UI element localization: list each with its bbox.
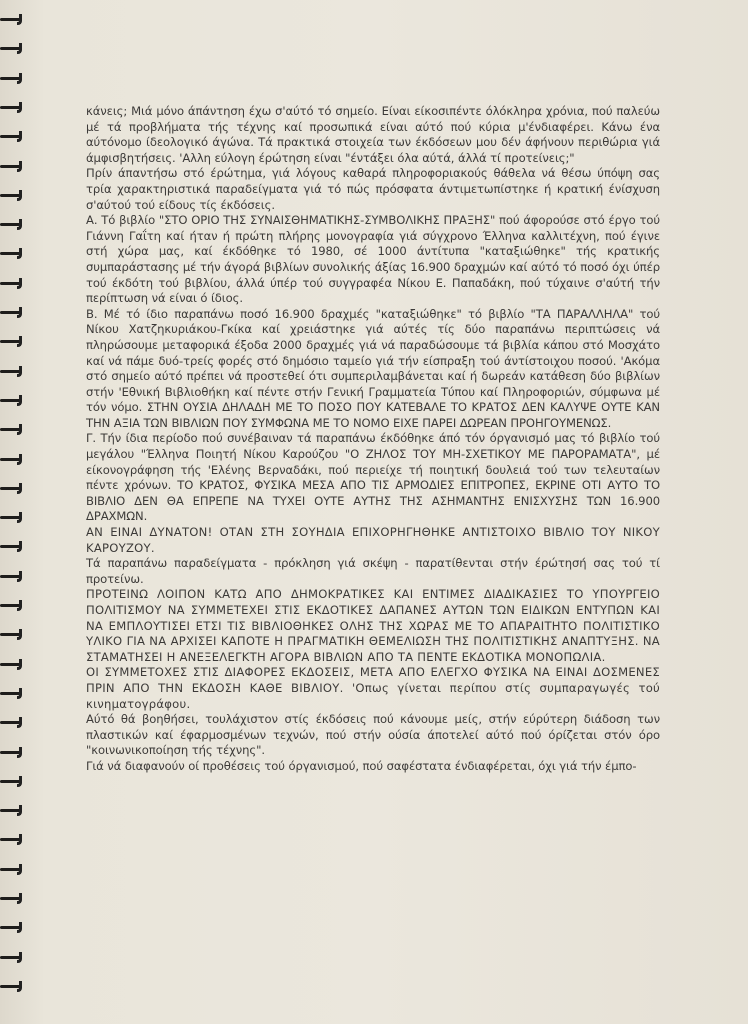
paragraph-4: Β. Μέ τό ίδιο παραπάνω ποσό 16.900 δραχμές "καταξιώθηκε" τό βιβλίο "ΤΑ ΠΑΡΑΛΛΗΛΑ" τού Νίκου Χατζηκυριάκου-Γκίκα καί χρειάστηκε γιά αύτές τίς δύο παραπάνω περιπτώσεις νά πληρώσουμε μεταφορικά έξοδα 2000 δραχμές γιά νά παραδώσουμε τά βιβλία κάπου στό Μοσχάτο καί νά πάμε δυό-τρείς φορές στό δημόσιο ταμείο γιά τήν είσπραξη τού άντίστοιχου ποσού. 'Ακόμα στό σημείο αύτό πρέπει νά προστεθεί ότι συμπεριλαμβάνεται καί ή δωρεάν κατάθεση δύο βιβλίων στήν 'Εθνική Βιβλιοθήκη καί πέντε στήν Γενική Γραμματεία Τύπου καί Πληροφοριών, σύμφωνα μέ τόν νόμο. ΣΤΗΝ ΟΥΣΙΑ ΔΗΛΑΔΗ ΜΕ ΤΟ ΠΟΣΟ ΠΟΥ ΚΑΤΕΒΑΛΕ ΤΟ ΚΡΑΤΟΣ ΔΕΝ ΚΑΛΥΨΕ ΟΥΤΕ ΚΑΝ ΤΗΝ ΑΞΙΑ ΤΩΝ ΒΙΒΛΙΩΝ ΠΟΥ ΣΥΜΦΩΝΑ ΜΕ ΤΟ ΝΟΜΟ ΕΙΧΕ ΠΑΡΕΙ ΔΩΡΕΑΝ ΠΡΟΗΓΟΥΜΕΝΩΣ. bbox=[86, 306, 660, 430]
paragraph-3: Α. Τό βιβλίο "ΣΤΟ ΟΡΙΟ ΤΗΣ ΣΥΝΑΙΣΘΗΜΑΤΙΚΗΣ-ΣΥΜΒΟΛΙΚΗΣ ΠΡΑΞΗΣ" πού άφορούσε στό έργο τού Γιάννη Γαΐτη καί ήταν ή πρώτη πλήρης μονογραφία γιά σύγχρονο Έλληνα καλλιτέχνη, πού έγινε στή χώρα μας, καί έκδόθηκε τό 1980, σέ 1000 άντίτυπα "καταξιώθηκε" τής κρατικής συμπαράστασης μέ τήν άγορά βιβλίων συνολικής άξίας 16.900 δραχμών καί αύτό τό ποσό όχι ύπέρ τού έκδότη τού βιβλίου, άλλά ύπέρ τού συγγραφέα Νίκου Ε. Παπαδάκη, πού τύχαινε σ'αύτή τήν περίπτωση νά είναι ό ίδιος. bbox=[86, 213, 660, 306]
binding-ring bbox=[0, 512, 26, 523]
binding-ring bbox=[0, 893, 26, 904]
binding-ring bbox=[0, 629, 26, 640]
binding-ring bbox=[0, 248, 26, 259]
binding-ring bbox=[0, 922, 26, 933]
binding-ring bbox=[0, 395, 26, 406]
body-text bbox=[86, 104, 660, 775]
binding-ring bbox=[0, 14, 26, 25]
binding-ring bbox=[0, 834, 26, 845]
paragraph-8: ΠΡΟΤΕΙΝΩ ΛΟΙΠΟΝ ΚΑΤΩ ΑΠΟ ΔΗΜΟΚΡΑΤΙΚΕΣ ΚΑΙ ΕΝΤΙΜΕΣ ΔΙΑΔΙΚΑΣΙΕΣ ΤΟ ΥΠΟΥΡΓΕΙΟ ΠΟΛΙΤΙΣΜΟΥ ΝΑ ΣΥΜΜΕΤΕΧΕΙ ΣΤΙΣ ΕΚΔΟΤΙΚΕΣ ΔΑΠΑΝΕΣ ΑΥΤΩΝ ΤΩΝ ΕΙΔΙΚΩΝ ΕΝΤΥΠΩΝ ΚΑΙ ΝΑ ΕΜΠΛΟΥΤΙΣΕΙ ΕΤΣΙ ΤΙΣ ΒΙΒΛΙΟΘΗΚΕΣ ΟΛΗΣ ΤΗΣ ΧΩΡΑΣ ΜΕ ΤΟ ΑΠΑΡΑΙΤΗΤΟ ΠΟΛΙΤΙΣΤΙΚΟ ΥΛΙΚΟ ΓΙΑ ΝΑ ΑΡΧΙΣΕΙ ΚΑΠΟΤΕ Η ΠΡΑΓΜΑΤΙΚΗ ΘΕΜΕΛΙΩΣΗ ΤΗΣ ΠΟΛΙΤΙΣΤΙΚΗΣ ΑΝΑΠΤΥΞΗΣ. ΝΑ ΣΤΑΜΑΤΗΣΕΙ Η ΑΝΕΞΕΛΕΓΚΤΗ ΑΓΟΡΑ ΒΙΒΛΙΩΝ ΑΠΟ ΤΑ ΠΕΝΤΕ ΕΚΔΟΤΙΚΑ ΜΟΝΟΠΩΛΙΑ. bbox=[86, 587, 660, 664]
binding-ring bbox=[0, 659, 26, 670]
binding-ring bbox=[0, 483, 26, 494]
binding-ring bbox=[0, 541, 26, 552]
binding-ring bbox=[0, 688, 26, 699]
binding-ring bbox=[0, 131, 26, 142]
binding-ring bbox=[0, 864, 26, 875]
binding-ring bbox=[0, 600, 26, 611]
binding-ring bbox=[0, 43, 26, 54]
binding-ring bbox=[0, 278, 26, 289]
binding-ring bbox=[0, 190, 26, 201]
binding-ring bbox=[0, 307, 26, 318]
paragraph-2: Πρίν άπαντήσω στό έρώτημα, γιά λόγους καθαρά πληροφοριακούς θάθελα νά θέσω ύπόψη σας τρία χαρακτηριστικά παραδείγματα γιά τό πώς πρόσφατα άντιμετωπίστηκε ή κρατική ένίσχυση σ'αύτού τού είδους τίς έκδόσεις. bbox=[86, 166, 660, 212]
binding-ring bbox=[0, 161, 26, 172]
binding-ring bbox=[0, 219, 26, 230]
binding-ring bbox=[0, 336, 26, 347]
paragraph-11: Γιά νά διαφανούν οί προθέσεις τού όργανισμού, πού σαφέστατα ένδιαφέρεται, όχι γιά τήν έμπο- bbox=[86, 758, 637, 773]
spiral-binding bbox=[0, 0, 30, 1024]
paragraph-1: κάνεις; Μιά μόνο άπάντηση έχω σ'αύτό τό σημείο. Είναι είκοσιπέντε όλόκληρα χρόνια, πού παλεύω μέ τά προβλήματα τής τέχνης καί προσωπικά είναι αύτό πού κύρια μ'ένδιαφέρει. Κάνω ένα αύτόνομο ίδεολογικό άγώνα. Τά πρακτικά στοιχεία των έκδόσεων μου δέν άφήνουν περιθώρια γιά άμφισβητήσεις. 'Αλλη εύλογη έρώτηση είναι "έντάξει όλα αύτά, άλλά τί προτείνεις;" bbox=[86, 104, 660, 165]
paragraph-6: ΑΝ ΕΙΝΑΙ ΔΥΝΑΤΟΝ! ΟΤΑΝ ΣΤΗ ΣΟΥΗΔΙΑ ΕΠΙΧΟΡΗΓΗΘΗΚΕ ΑΝΤΙΣΤΟΙΧΟ ΒΙΒΛΙΟ ΤΟΥ ΝΙΚΟΥ ΚΑΡΟΥΖΟΥ. bbox=[86, 525, 660, 555]
binding-ring bbox=[0, 366, 26, 377]
binding-ring bbox=[0, 981, 26, 992]
binding-ring bbox=[0, 73, 26, 84]
binding-ring bbox=[0, 717, 26, 728]
binding-ring bbox=[0, 454, 26, 465]
binding-ring bbox=[0, 102, 26, 113]
binding-ring bbox=[0, 805, 26, 816]
binding-ring bbox=[0, 952, 26, 963]
paragraph-9: ΟΙ ΣΥΜΜΕΤΟΧΕΣ ΣΤΙΣ ΔΙΑΦΟΡΕΣ ΕΚΔΟΣΕΙΣ, ΜΕΤΑ ΑΠΟ ΕΛΕΓΧΟ ΦΥΣΙΚΑ ΝΑ ΕΙΝΑΙ ΔΟΣΜΕΝΕΣ ΠΡΙΝ ΑΠΟ ΤΗΝ ΕΚΔΟΣΗ ΚΑΘΕ ΒΙΒΛΙΟΥ. 'Οπως γίνεται περίπου στίς συμπαραγωγές τού κινηματογράφου. bbox=[86, 665, 660, 711]
binding-ring bbox=[0, 571, 26, 582]
binding-ring bbox=[0, 776, 26, 787]
binding-ring bbox=[0, 747, 26, 758]
paragraph-7: Τά παραπάνω παραδείγματα - πρόκληση γιά σκέψη - παρατίθενται στήν έρώτησή σας τού τί προτείνω. bbox=[86, 556, 660, 586]
paragraph-10: Αύτό θά βοηθήσει, τουλάχιστον στίς έκδόσεις πού κάνουμε μείς, στήν εύρύτερη διάδοση των πλαστικών καί έφαρμοσμένων τεχνών, πού στήν ούσία άποτελεί αύτό πού όρίζεται στόν όρο "κοινωνικοποίηση τής τέχνης". bbox=[86, 712, 660, 758]
paragraph-5: Γ. Τήν ίδια περίοδο πού συνέβαιναν τά παραπάνω έκδόθηκε άπό τόν όργανισμό μας τό βιβλίο τού μεγάλου "Έλληνα Ποιητή Νίκου Καρούζου "Ο ΖΗΛΟΣ ΤΟΥ ΜΗ-ΣΧΕΤΙΚΟΥ ΜΕ ΠΑΡΟΡΑΜΑΤΑ", μέ είκονογράφηση τής 'Ελένης Βερναδάκι, πού περιείχε τή ποιητική δουλειά τού των τελευταίων πέντε χρόνων. ΤΟ ΚΡΑΤΟΣ, ΦΥΣΙΚΑ ΜΕΣΑ ΑΠΟ ΤΙΣ ΑΡΜΟΔΙΕΣ ΕΠΙΤΡΟΠΕΣ, ΕΚΡΙΝΕ ΟΤΙ ΑΥΤΟ ΤΟ ΒΙΒΛΙΟ ΔΕΝ ΘΑ ΕΠΡΕΠΕ ΝΑ ΤΥΧΕΙ ΟΥΤΕ ΑΥΤΗΣ ΤΗΣ ΑΣΗΜΑΝΤΗΣ ΕΝΙΣΧΥΣΗΣ ΤΩΝ 16.900 ΔΡΑΧΜΩΝ. bbox=[86, 431, 660, 524]
binding-ring bbox=[0, 424, 26, 435]
